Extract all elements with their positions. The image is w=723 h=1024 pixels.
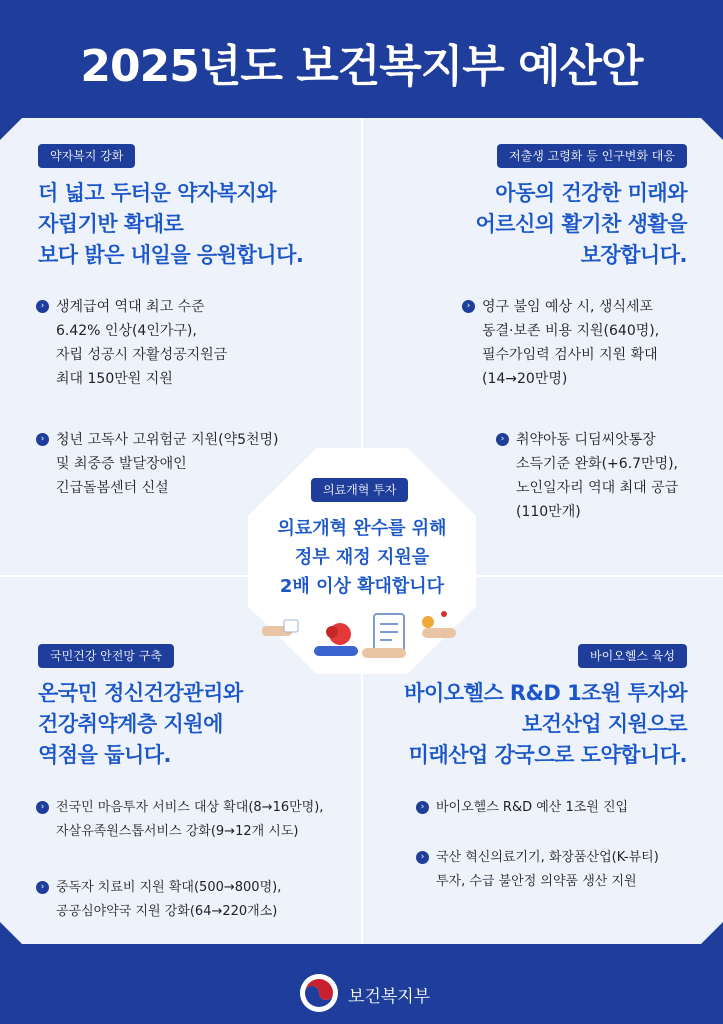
section-tag-population: 저출생 고령화 등 인구변화 대응 [497, 144, 687, 168]
corner-cut [701, 118, 723, 140]
bullet-item [462, 295, 659, 391]
headline-line: 더 넓고 두터운 약자복지와 [38, 181, 277, 205]
headline-line: 어르신의 활기찬 생활을 [475, 212, 687, 236]
bullet-item [36, 295, 227, 391]
bullet-line: 6.42% 인상(4인가구), [56, 323, 197, 339]
bullet-line: 소득기준 완화(+6.7만명), [516, 456, 679, 472]
headline-line: 건강취약계층 지원에 [38, 712, 223, 736]
footer-brand: 보건복지부 [348, 987, 431, 1007]
headline-line: 의료개혁 완수를 위해 [277, 518, 447, 539]
bullet-line: 취약아동 디딤씨앗통장 [516, 432, 656, 448]
taegeuk-emblem-icon [300, 974, 338, 1012]
page-title: 2025년도 보건복지부 예산안 [80, 41, 643, 92]
bullet-item [416, 846, 659, 894]
bullet-line: (14→20만명) [482, 371, 568, 387]
bullet-item [36, 796, 323, 844]
headline-line: 보장합니다. [580, 243, 687, 267]
headline-line: 바이오헬스 R&D 1조원 투자와 [404, 681, 687, 705]
chevron-right-icon: › [36, 881, 49, 894]
bullet-line: 전국민 마음투자 서비스 대상 확대(8→16만명), [56, 800, 324, 815]
chevron-right-icon: › [36, 433, 49, 446]
bullet-line: 바이오헬스 R&D 예산 1조원 진입 [436, 800, 629, 815]
bullet-item [36, 876, 281, 924]
bullet-line: 중독자 치료비 지원 확대(500→800명), [56, 880, 282, 895]
chevron-right-icon: › [416, 851, 429, 864]
bullet-line: 최대 150만원 지원 [56, 371, 173, 387]
medical-hands-illustration [262, 608, 462, 670]
corner-cut [701, 922, 723, 944]
headline-population [476, 178, 687, 271]
headline-medical-reform [248, 514, 476, 601]
bullet-line: 생계급여 역대 최고 수준 [56, 299, 205, 315]
headline-biohealth [404, 678, 687, 771]
headline-line: 정부 재정 지원을 [294, 547, 430, 568]
bullet-line: 필수가임력 검사비 지원 확대 [482, 347, 658, 363]
headline-line: 보건산업 지원으로 [521, 712, 687, 736]
bullet-line: 공공심야약국 지원 강화(64→220개소) [56, 904, 278, 919]
bullet-line: 및 최중증 발달장애인 [56, 456, 187, 472]
bullet-item [416, 796, 628, 820]
chevron-right-icon: › [416, 801, 429, 814]
headline-line: 아동의 건강한 미래와 [495, 181, 687, 205]
headline-line: 온국민 정신건강관리와 [38, 681, 243, 705]
bullet-line: 긴급돌봄센터 신설 [56, 480, 169, 496]
bullet-line: 투자, 수급 불안정 의약품 생산 지원 [436, 874, 637, 889]
bullet-line: 청년 고독사 고위험군 지원(약5천명) [56, 432, 279, 448]
bullet-line: 영구 불임 예상 시, 생식세포 [482, 299, 654, 315]
chevron-right-icon: › [462, 300, 475, 313]
chevron-right-icon: › [36, 801, 49, 814]
corner-cut [0, 118, 22, 140]
headline-health-safety [38, 678, 243, 771]
bullet-line: 노인일자리 역대 최대 공급 [516, 480, 679, 496]
headline-line: 역점을 둡니다. [38, 743, 172, 767]
bullet-line: 동결·보존 비용 지원(640명), [482, 323, 660, 339]
section-tag-weak-welfare: 약자복지 강화 [38, 144, 135, 168]
section-tag-medical-reform: 의료개혁 투자 [311, 478, 408, 502]
bullet-line: 자살유족원스톱서비스 강화(9→12개 시도) [56, 824, 299, 839]
corner-cut [0, 922, 22, 944]
section-tag-biohealth: 바이오헬스 육성 [578, 644, 687, 668]
headline-line: 자립기반 확대로 [38, 212, 184, 236]
headline-weak-welfare [38, 178, 303, 271]
headline-line: 미래산업 강국으로 도약합니다. [408, 743, 687, 767]
bullet-item [496, 428, 678, 524]
section-tag-health-safety: 국민건강 안전망 구축 [38, 644, 174, 668]
bullet-line: (110만개) [516, 504, 581, 520]
chevron-right-icon: › [36, 300, 49, 313]
bullet-line: 자립 성공시 자활성공지원금 [56, 347, 228, 363]
bullet-item [36, 428, 279, 500]
chevron-right-icon: › [496, 433, 509, 446]
headline-line: 보다 밝은 내일을 응원합니다. [38, 243, 304, 267]
headline-line: 2배 이상 확대합니다 [279, 576, 445, 597]
bullet-line: 국산 혁신의료기기, 화장품산업(K-뷰티) [436, 850, 659, 865]
